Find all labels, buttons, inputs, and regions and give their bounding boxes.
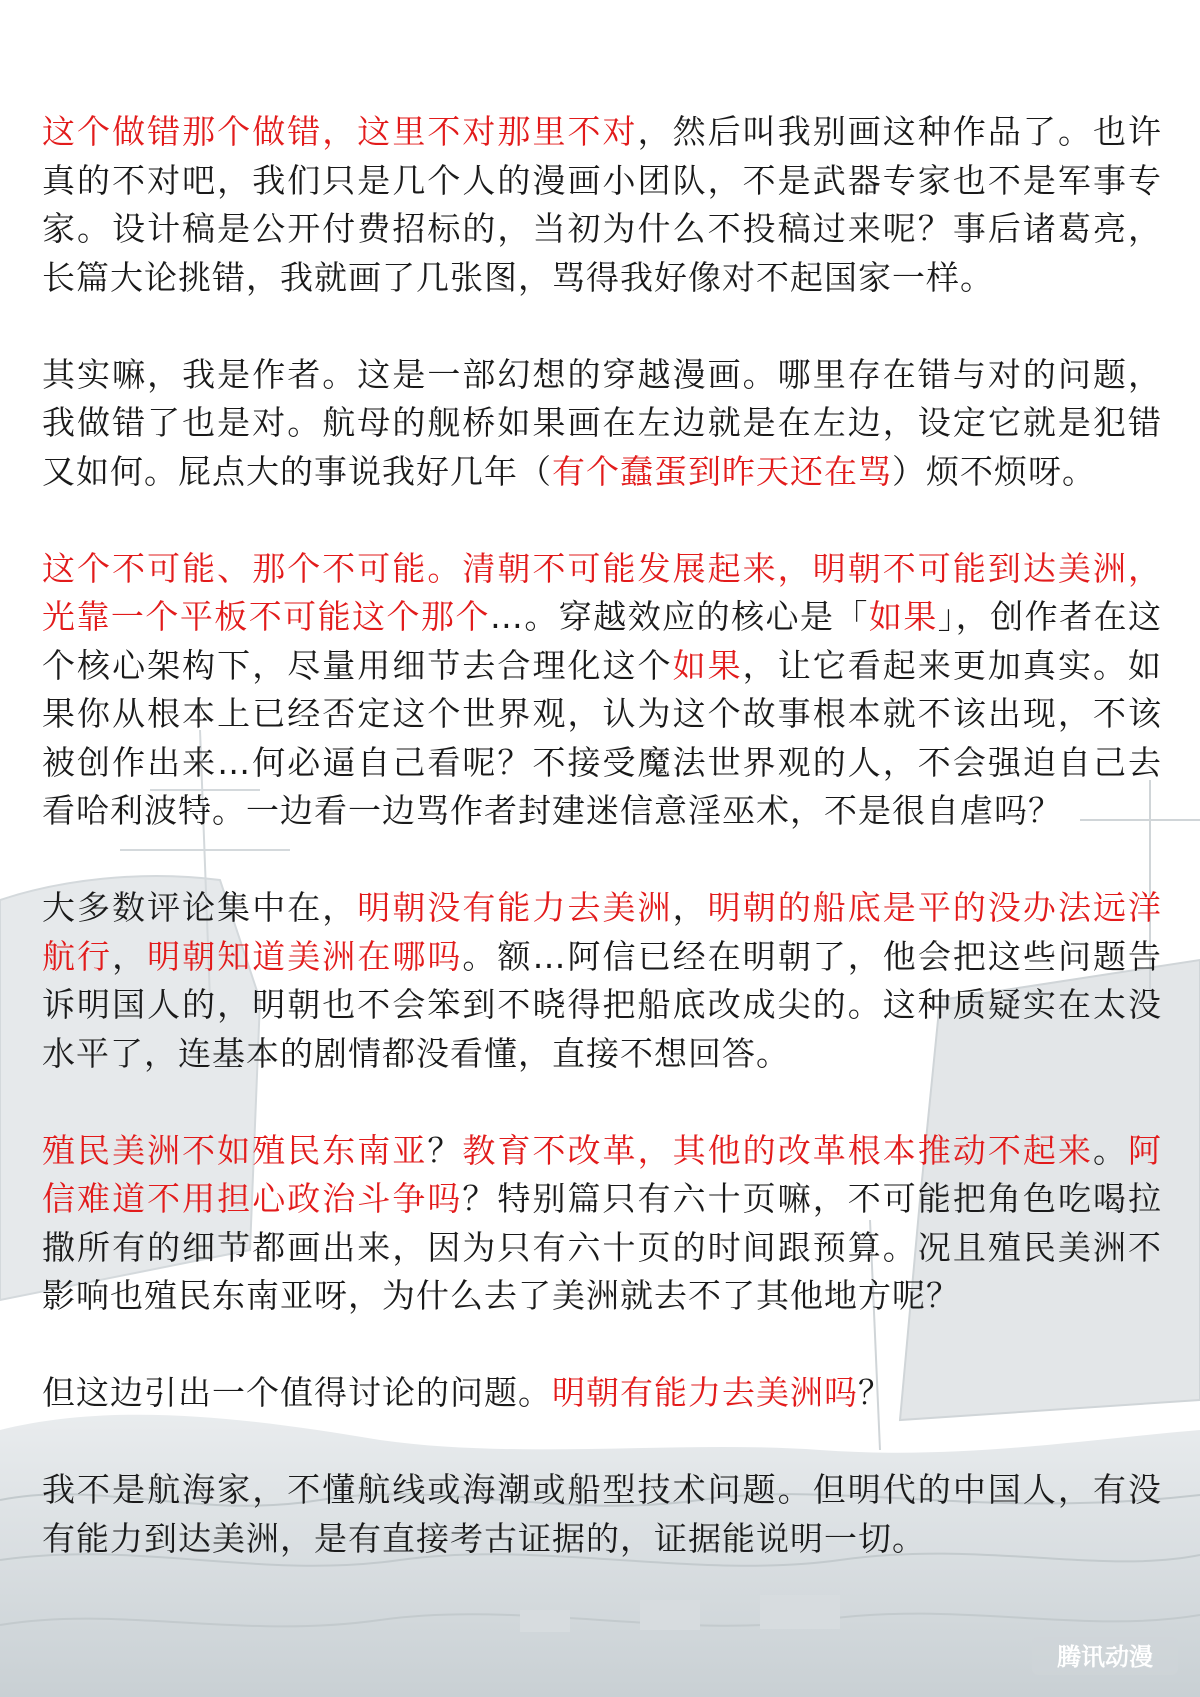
text-segment: 。额…阿信已经在明朝了，他会把这些问题告诉明国人的，明朝也不会笨到不晓得把船底改成尖的。这种质疑实在太没水平了，连基本的剧情都没看懂，直接不想回答。: [42, 936, 1163, 1073]
paragraph: [42, 545, 1162, 836]
highlighted-text: 明朝知道美洲在哪吗: [147, 936, 463, 976]
text-segment: ，然后叫我别画这种作品了。也许真的不对吧，我们只是几个人的漫画小团队，不是武器专家也不是军事专家。设计稿是公开付费招标的，当初为什么不投稿过来呢？事后诸葛亮，长篇大论挑错，我就画了几张图，骂得我好像对不起国家一样。: [42, 112, 1163, 297]
text-segment: 。: [1093, 1130, 1129, 1170]
watermark-logo-icon: [1030, 1633, 1180, 1679]
tencent-comic-watermark: [1030, 1633, 1180, 1679]
watermark-text: 腾讯动漫: [1057, 1643, 1153, 1671]
highlighted-text: 殖民美洲不如殖民东南亚: [42, 1130, 428, 1170]
text-segment: ，让它看起来更加真实。如果你从根本上已经否定这个世界观，认为这个故事根本就不该出现，不该被创作出来…何必逼自己看呢？不接受魔法世界观的人，不会强迫自己去看哈利波特。一边看一边骂作者封建迷信意淫巫术，不是很自虐吗？: [42, 645, 1163, 830]
text-segment: 但这边引出一个值得讨论的问题。: [42, 1373, 552, 1412]
text-segment: 我不是航海家，不懂航线或海潮或船型技术问题。但明代的中国人，有没有能力到达美洲，是有直接考古证据的，证据能说明一切。: [42, 1470, 1162, 1558]
text-segment: 大多数评论集中在，: [42, 888, 358, 927]
text-segment: ，: [112, 936, 148, 976]
paragraph: [42, 351, 1162, 497]
text-segment: 其实嘛，我是作者。这是一部幻想的穿越漫画。哪里存在错与对的问题，我做错了也是对。航母的舰桥如果画在左边就是在左边，设定它就是犯错又如何。屁点大的事说我好几年（: [42, 354, 1162, 491]
highlighted-text: 明朝有能力去美洲吗: [552, 1373, 858, 1412]
article-body: [42, 108, 1162, 1612]
highlighted-text: 阿信难道不用担心政治斗争吗: [42, 1130, 1163, 1218]
highlighted-text: 有个蠢蛋到昨天还在骂: [552, 451, 892, 491]
highlighted-text: 明朝没有能力去美洲: [357, 888, 673, 927]
paragraph: [42, 108, 1162, 302]
paragraph: [42, 1466, 1162, 1563]
paragraph: [42, 884, 1162, 1078]
text-segment: ，: [672, 888, 708, 927]
highlighted-text: 这个不可能、那个不可能。清朝不可能发展起来，明朝不可能到达美洲，光靠一个平板不可能这个那个: [42, 548, 1162, 636]
text-segment: 」，创作者在这个核心架构下，尽量用细节去合理化这个: [42, 597, 1162, 685]
highlighted-text: 如果: [868, 597, 938, 636]
text-segment: …。穿越效应的核心是「: [489, 597, 869, 636]
highlighted-text: 如果: [672, 645, 743, 685]
paragraph: [42, 1127, 1162, 1321]
highlighted-text: 教育不改革，其他的改革根本推动不起来: [462, 1130, 1093, 1170]
text-segment: ）烦不烦呀。: [892, 451, 1096, 491]
text-segment: ？: [427, 1130, 463, 1170]
highlighted-text: 这个做错那个做错，这里不对那里不对: [42, 112, 638, 151]
text-segment: ？特别篇只有六十页嘛，不可能把角色吃喝拉撒所有的细节都画出来，因为只有六十页的时间跟预算。况且殖民美洲不影响也殖民东南亚呀，为什么去了美洲就去不了其他地方呢？: [42, 1179, 1163, 1315]
highlighted-text: 明朝的船底是平的没办法远洋航行: [42, 888, 1163, 976]
text-segment: ？: [858, 1373, 892, 1412]
paragraph: [42, 1369, 1162, 1418]
